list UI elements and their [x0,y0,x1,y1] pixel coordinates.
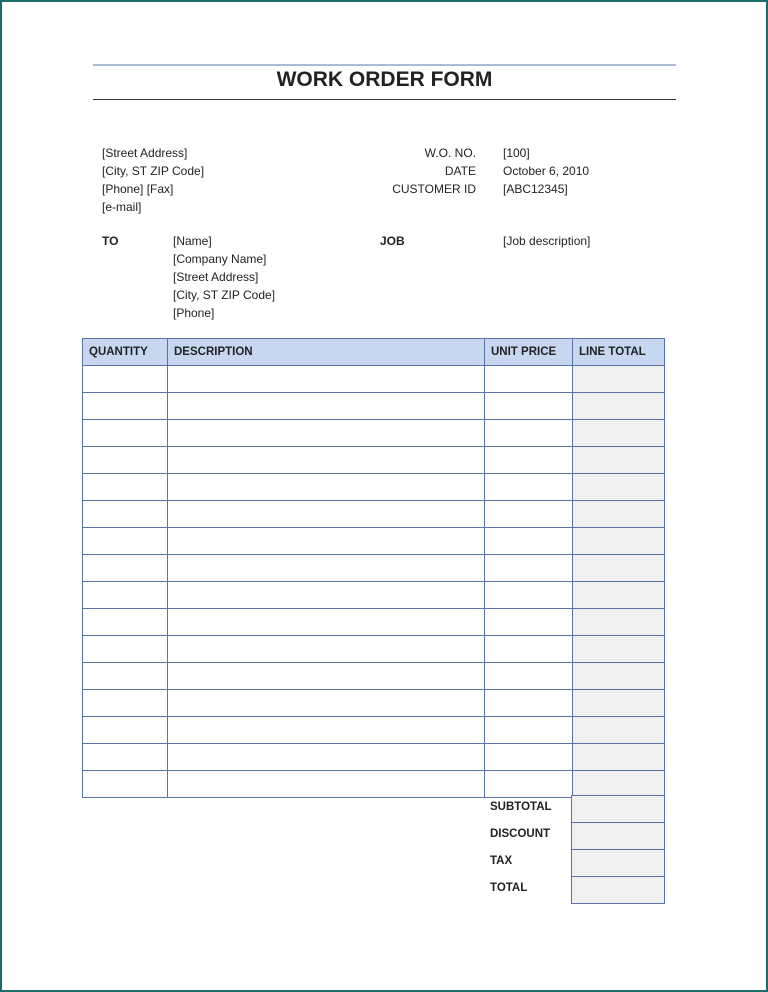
table-row [83,582,665,609]
total-value-discount[interactable] [571,822,665,850]
quantity-cell[interactable] [83,744,168,771]
quantity-cell[interactable] [83,366,168,393]
line-total-cell[interactable] [573,609,665,636]
job-label: JOB [380,234,405,248]
table-row [83,717,665,744]
unit-price-cell[interactable] [485,609,573,636]
quantity-cell[interactable] [83,528,168,555]
unit-price-cell[interactable] [485,663,573,690]
table-row [83,555,665,582]
quantity-cell[interactable] [83,771,168,798]
description-cell[interactable] [168,663,485,690]
line-total-cell[interactable] [573,636,665,663]
table-row [83,366,665,393]
quantity-cell[interactable] [83,501,168,528]
to-street: [Street Address] [173,270,259,284]
line-total-cell[interactable] [573,663,665,690]
line-items-table [82,338,665,798]
to-label: TO [102,234,119,248]
table-row [83,474,665,501]
quantity-cell[interactable] [83,393,168,420]
unit-price-cell[interactable] [485,744,573,771]
description-cell[interactable] [168,555,485,582]
line-total-cell[interactable] [573,771,665,798]
quantity-cell[interactable] [83,582,168,609]
table-row [83,528,665,555]
line-total-cell[interactable] [573,447,665,474]
description-cell[interactable] [168,771,485,798]
sender-email: [e-mail] [102,200,142,214]
line-total-cell[interactable] [573,690,665,717]
table-row [83,501,665,528]
line-total-cell[interactable] [573,717,665,744]
customer-id-value: [ABC12345] [503,182,568,196]
unit-price-cell[interactable] [485,501,573,528]
unit-price-cell[interactable] [485,528,573,555]
total-value-tax[interactable] [571,849,665,877]
page-title: WORK ORDER FORM [276,68,493,91]
unit-price-cell[interactable] [485,447,573,474]
sender-phone: [Phone] [Fax] [102,182,174,196]
total-label-discount: DISCOUNT [490,828,551,840]
table-row [83,771,665,798]
description-cell[interactable] [168,528,485,555]
table-row [83,393,665,420]
line-total-cell[interactable] [573,474,665,501]
unit-price-cell[interactable] [485,393,573,420]
quantity-cell[interactable] [83,555,168,582]
date-label: DATE [444,164,476,178]
description-cell[interactable] [168,420,485,447]
table-row [83,447,665,474]
quantity-cell[interactable] [83,420,168,447]
total-label-total: TOTAL [490,882,528,894]
header-quantity: QUANTITY [83,339,168,366]
description-cell[interactable] [168,393,485,420]
line-total-cell[interactable] [573,501,665,528]
wo-label: W.O. NO. [424,146,476,160]
line-total-cell[interactable] [573,744,665,771]
job-description: [Job description] [503,234,591,248]
sender-address [102,144,204,216]
description-cell[interactable] [168,744,485,771]
total-value-total[interactable] [571,876,665,904]
total-label-subtotal: SUBTOTAL [490,801,552,813]
description-cell[interactable] [168,609,485,636]
description-cell[interactable] [168,447,485,474]
wo-value: [100] [503,146,530,160]
unit-price-cell[interactable] [485,690,573,717]
unit-price-cell[interactable] [485,636,573,663]
total-label-tax: TAX [490,855,513,867]
unit-price-cell[interactable] [485,771,573,798]
line-total-cell[interactable] [573,528,665,555]
table-row [83,420,665,447]
header-description: DESCRIPTION [168,339,485,366]
unit-price-cell[interactable] [485,366,573,393]
line-total-cell[interactable] [573,582,665,609]
description-cell[interactable] [168,366,485,393]
table-row [83,690,665,717]
to-name: [Name] [173,234,212,248]
quantity-cell[interactable] [83,717,168,744]
table-row [83,744,665,771]
to-company: [Company Name] [173,252,267,266]
to-address [173,232,275,322]
to-phone: [Phone] [173,306,215,320]
quantity-cell[interactable] [83,609,168,636]
line-total-cell[interactable] [573,555,665,582]
unit-price-cell[interactable] [485,555,573,582]
quantity-cell[interactable] [83,447,168,474]
unit-price-cell[interactable] [485,582,573,609]
header-line-total: LINE TOTAL [573,339,665,366]
table-row [83,663,665,690]
description-cell[interactable] [168,717,485,744]
description-cell[interactable] [168,690,485,717]
line-total-cell[interactable] [573,420,665,447]
line-total-cell[interactable] [573,366,665,393]
meta-labels [392,144,476,198]
quantity-cell[interactable] [83,663,168,690]
sender-street: [Street Address] [102,146,188,160]
customer-id-label: CUSTOMER ID [392,182,476,196]
to-city: [City, ST ZIP Code] [173,288,276,302]
quantity-cell[interactable] [83,474,168,501]
quantity-cell[interactable] [83,690,168,717]
description-cell[interactable] [168,636,485,663]
unit-price-cell[interactable] [485,420,573,447]
table-row [83,609,665,636]
total-value-subtotal[interactable] [571,795,665,823]
unit-price-cell[interactable] [485,474,573,501]
description-cell[interactable] [168,501,485,528]
header-unit-price: UNIT PRICE [485,339,573,366]
meta-values [503,144,589,198]
quantity-cell[interactable] [83,636,168,663]
table-row [83,636,665,663]
title-rule [93,99,676,100]
description-cell[interactable] [168,474,485,501]
line-total-cell[interactable] [573,393,665,420]
date-value: October 6, 2010 [503,164,590,178]
description-cell[interactable] [168,582,485,609]
table-header [83,339,665,366]
unit-price-cell[interactable] [485,717,573,744]
sender-city: [City, ST ZIP Code] [102,164,205,178]
